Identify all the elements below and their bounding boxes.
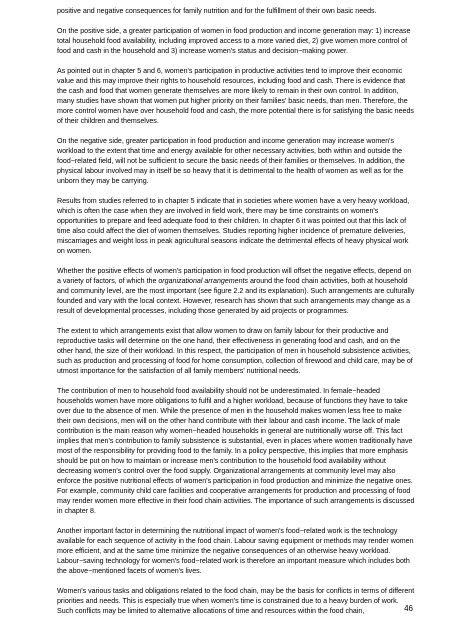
page-number: 46 (404, 604, 413, 613)
paragraph: Another important factor in determining the nutritional impact of women's food−related work is the technology available for each sequence of activity in the food chain. Labour saving equipment or methods may render women more efficient, and at the same time minimize the negative consequences of an otherwise heavy workload. Labour−saving technology for women's food−related work is therefore an important measure which includes both the above−mentioned facets of women's lives. (57, 527, 414, 575)
paragraph: positive and negative consequences for family nutrition and for the fulfillment of their own basic needs. (57, 7, 377, 15)
paragraph-text: around the food chain activities, both at household and community level, are the most important (see figure 2.2 and its explanation). Such arrangements are culturally founded and vary with the local context. However, research has shown that such arrangements may change as a result of developmental processes, including those generated by aid projects or programmes. (57, 277, 415, 315)
paragraph (57, 266, 415, 316)
italic-term: organizational arrangements (158, 277, 249, 285)
paragraph: Women's various tasks and obligations related to the food chain, may be the basis for conflicts in terms of different priorities and needs. This is especially true when women's time is constrained due to a heavy burden of work. Such conflicts may be limited to alternative allocations of time and resources within the food chain, (57, 587, 415, 615)
paragraph: On the positive side, a greater participation of women in food production and income generation may: 1) increase total household food availability, including improved access to a more varied diet, 2) give women more control of food and cash in the household and 3) increase women's status and decision−making power. (57, 27, 411, 55)
paragraph: As pointed out in chapter 5 and 6, women's participation in productive activities tend to improve their economic value and this may improve their rights to household resources, including food and cash. There is evidence that the cash and food that women generate themselves are more likely to remain in their own control. In addition, many studies have shown that women put higher priority on their families' basic needs, than men. Therefore, the more control women have over household food and cash, the more potential there is for satisfying the basic needs of their children and themselves. (57, 67, 414, 125)
paragraph: On the negative side, greater participation in food production and income generation may increase women's workload to the extent that time and energy available for other necessary activities, both within and outside the food−related field, will not be sufficient to secure the basic needs of their families or themselves. In addition, the physical labour involved may in itself be so heavy that it is detrimental to the health of women as well as for the unborn they may be carrying. (57, 137, 405, 185)
paragraph-text: Whether the positive effects of women's participation in food production will offset the negative effects, depend on a variety of factors, of which the (57, 267, 412, 285)
paragraph: The contribution of men to household food availability should not be underestimated. In female−headed households women have more obligations to fulfil and a higher workload, because of functions they have to take over due to the absence of men. While the presence of men in the household makes women less free to make their own decisions, men will on the other hand contribute with their labour and cash income. The lack of male contribution is the main reason why women−headed households in general are nutritionally worse off. This fact implies that men's contribution to family subsistence is substantial, even in places where women traditionally have most of the responsibility for providing food to the family. In a policy perspective, this implies that more emphasis should be put on how to maintain or increase men's contribution to the household food availability without decreasing women's control over the food supply. Organizational arrangements at community level may also enforce the positive nutritional effects of women's participation in food production and minimize the negative ones. For example, community child care facilities and cooperative arrangements for production and processing of food may render women more effective in their food chain activities. The importance of such arrangements is discussed in chapter 8. (57, 387, 415, 515)
paragraph: The extent to which arrangements exist that allow women to draw on family labour for their productive and reproductive tasks will determine on the one hand, their effectiveness in generating food and cash, and on the other hand, the size of their workload. In this respect, the participation of men in household subsistence activities, such as production and processing of food for home consumption, collection of firewood and child care, may be of utmost importance for the satisfaction of all family members' nutritional needs. (57, 327, 413, 375)
paragraph: Results from studies referred to in chapter 5 indicate that in societies where women have a very heavy workload, which is often the case when they are involved in field work, there may be time constraints on women's opportunities to prepare and feed adequate food to their children. In chapter 6 it was pointed out that this lack of time also could affect the diet of women themselves. Studies reporting higher incidence of premature deliveries, miscarriages and weight loss in peak agricultural seasons indicate the detrimental effects of heavy physical work on women. (57, 197, 410, 255)
